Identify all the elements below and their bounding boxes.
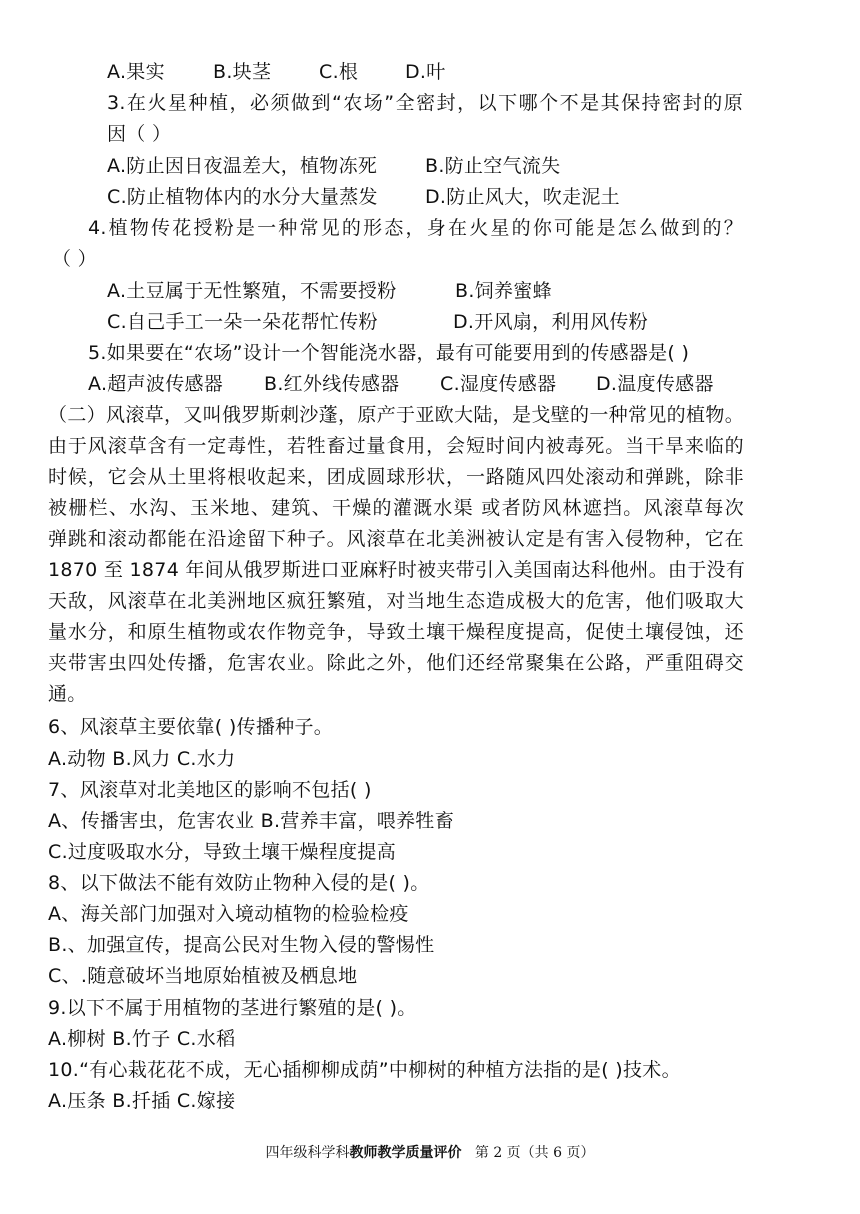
q4-option-d: D.开风扇，利用风传粉 (453, 311, 648, 333)
q7-options-line2: C.过度吸取水分，导致土壤干燥程度提高 (48, 841, 397, 863)
q8-stem: 8、以下做法不能有效防止物种入侵的是( )。 (48, 872, 430, 894)
passage-line: 量水分，和原生植物或农作物竞争，导致土壤干燥程度提高，促使土壤侵蚀，还 (48, 621, 744, 643)
q3-option-a: A.防止因日夜温差大，植物冻死 (107, 155, 378, 177)
q2-option-a: A.果实 (107, 61, 165, 83)
q5-options (88, 370, 714, 398)
q9-stem: 9.以下不属于用植物的茎进行繁殖的是( )。 (48, 997, 417, 1019)
q8-option-a: A、海关部门加强对入境动植物的检验检疫 (48, 903, 409, 925)
q7-stem: 7、风滚草对北美地区的影响不包括( ) (48, 779, 372, 801)
q5-option-d: D.温度传感器 (596, 373, 714, 395)
q5-option-c: C.湿度传感器 (440, 373, 557, 395)
passage-line: 被栅栏、水沟、玉米地、建筑、干燥的灌溉水渠 或者防风林遮挡。风滚草每次 (48, 497, 744, 519)
passage-line: 天敌，风滚草在北美洲地区疯狂繁殖，对当地生态造成极大的危害，他们吸取大 (48, 590, 744, 612)
q4-stem-line1: 4.植物传花授粉是一种常见的形态，身在火星的你可能是怎么做到的？ (88, 217, 743, 239)
footer-bold-title: 教师教学质量评价 (349, 1145, 462, 1161)
q4-option-c: C.自己手工一朵一朵花帮忙传粉 (107, 311, 378, 333)
q4-option-a: A.土豆属于无性繁殖，不需要授粉 (107, 280, 397, 302)
passage-line: 1870 至 1874 年间从俄罗斯进口亚麻籽时被夹带引入美国南达科他州。由于没有 (48, 559, 746, 581)
q3-option-c: C.防止植物体内的水分大量蒸发 (107, 186, 378, 208)
footer-page-number: 第 2 页（共 6 页） (461, 1145, 595, 1161)
q3-option-d: D.防止风大，吹走泥土 (425, 186, 620, 208)
page-footer (0, 1143, 860, 1163)
passage-line: 时候，它会从土里将根收起来，团成圆球形状，一路随风四处滚动和弹跳，除非 (48, 466, 744, 488)
q4-option-b: B.饲养蜜蜂 (455, 280, 552, 302)
q6-options: A.动物 B.风力 C.水力 (48, 748, 236, 770)
passage-line: 通。 (48, 683, 87, 705)
passage-line: 夹带害虫四处传播，危害农业。除此之外，他们还经常聚集在公路，严重阻碍交 (48, 652, 744, 674)
q2-option-c: C.根 (319, 61, 359, 83)
q2-options (107, 58, 446, 86)
q10-options: A.压条 B.扦插 C.嫁接 (48, 1090, 236, 1112)
q4-stem-line2: （ ） (52, 248, 97, 270)
q5-option-b: B.红外线传感器 (264, 373, 400, 395)
passage-line: （二）风滚草，又叫俄罗斯刺沙蓬，原产于亚欧大陆，是戈壁的一种常见的植物。 (48, 404, 744, 426)
q9-options: A.柳树 B.竹子 C.水稻 (48, 1028, 236, 1050)
q3-stem-line2: 因（ ） (107, 123, 172, 145)
q5-option-a: A.超声波传感器 (88, 373, 224, 395)
q8-option-b: B.、加强宣传，提高公民对生物入侵的警惕性 (48, 934, 435, 956)
q6-stem: 6、风滚草主要依靠( )传播种子。 (48, 716, 334, 738)
q10-stem: 10.“有心栽花花不成，无心插柳柳成荫”中柳树的种植方法指的是( )技术。 (48, 1059, 681, 1081)
q3-stem-line1: 3.在火星种植，必须做到“农场”全密封，以下哪个不是其保持密封的原 (107, 92, 743, 114)
footer-prefix: 四年级科学科 (265, 1145, 350, 1161)
q7-options-line1: A、传播害虫，危害农业 B.营养丰富，喂养牲畜 (48, 810, 455, 832)
q2-option-d: D.叶 (405, 61, 446, 83)
q3-option-b: B.防止空气流失 (425, 155, 561, 177)
passage-line: 由于风滚草含有一定毒性，若牲畜过量食用，会短时间内被毒死。当干旱来临的 (48, 435, 744, 457)
q2-option-b: B.块茎 (213, 61, 272, 83)
q5-stem: 5.如果要在“农场”设计一个智能浇水器，最有可能要用到的传感器是( ) (88, 342, 690, 364)
q8-option-c: C、.随意破坏当地原始植被及栖息地 (48, 965, 358, 987)
passage-line: 弹跳和滚动都能在沿途留下种子。风滚草在北美洲被认定是有害入侵物种，它在 (48, 528, 744, 550)
